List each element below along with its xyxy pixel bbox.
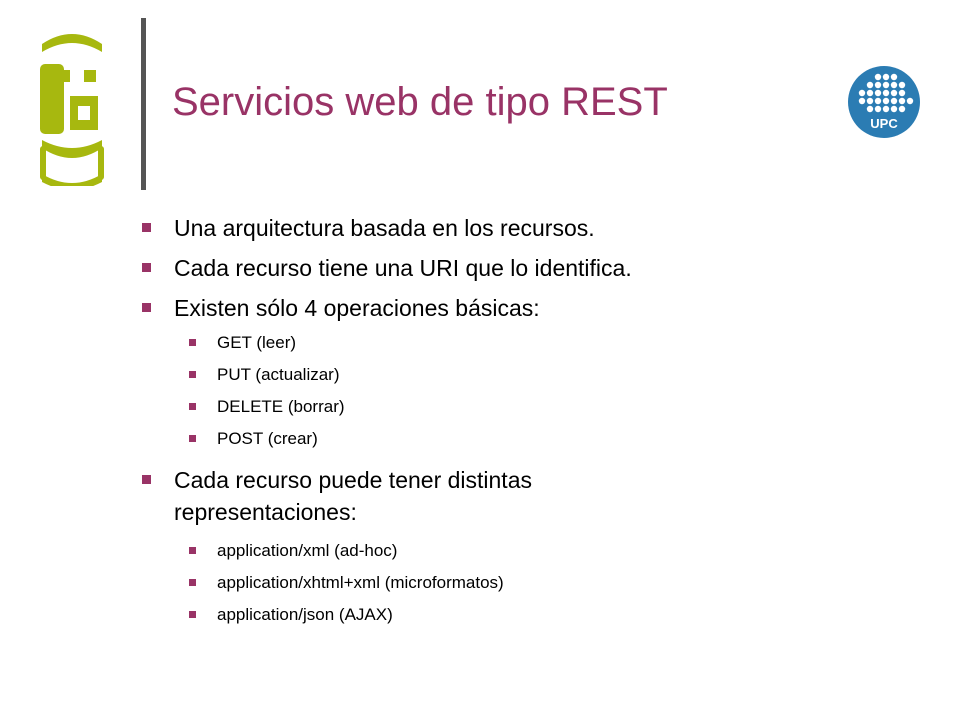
sub-bullet-text: PUT (actualizar): [217, 365, 340, 384]
bullet-square-icon: [189, 339, 196, 346]
bullet-text-line-1: Cada recurso puede tener distintas: [174, 467, 532, 493]
bullet-text: Cada recurso tiene una URI que lo identifica.: [174, 255, 632, 281]
bullet-square-icon: [189, 611, 196, 618]
sub-bullet-xml: [217, 539, 877, 563]
sub-bullet-post: [217, 427, 877, 451]
sub-bullet-put: [217, 363, 877, 387]
sub-bullet-text: DELETE (borrar): [217, 397, 345, 416]
sub-bullet-text: application/json (AJAX): [217, 605, 393, 624]
bullet-2: [174, 252, 894, 284]
bullet-square-icon: [189, 403, 196, 410]
bullet-square-icon: [142, 263, 151, 272]
bullet-1: [174, 212, 894, 244]
sub-bullet-xhtml: [217, 571, 877, 595]
sub-bullet-text: application/xml (ad-hoc): [217, 541, 398, 560]
bullet-square-icon: [189, 547, 196, 554]
bullet-square-icon: [142, 303, 151, 312]
bullet-square-icon: [189, 435, 196, 442]
bullet-3: [174, 292, 894, 324]
slide-title: Servicios web de tipo REST: [172, 80, 668, 124]
sub-bullet-text: application/xhtml+xml (microformatos): [217, 573, 504, 592]
bullet-text: Una arquitectura basada en los recursos.: [174, 215, 595, 241]
sub-bullet-get: [217, 331, 877, 355]
sub-bullet-text: POST (crear): [217, 429, 318, 448]
sub-bullet-text: GET (leer): [217, 333, 297, 352]
sub-bullet-json: [217, 603, 877, 627]
sub-bullet-delete: [217, 395, 877, 419]
svg-text:UPC: UPC: [870, 116, 898, 131]
bullet-text-line-2: representaciones:: [174, 499, 357, 525]
bullet-4: [174, 464, 894, 528]
bullet-square-icon: [142, 223, 151, 232]
bullet-square-icon: [189, 579, 196, 586]
bullet-square-icon: [142, 475, 151, 484]
bullet-text: Existen sólo 4 operaciones básicas:: [174, 295, 540, 321]
bullet-square-icon: [189, 371, 196, 378]
